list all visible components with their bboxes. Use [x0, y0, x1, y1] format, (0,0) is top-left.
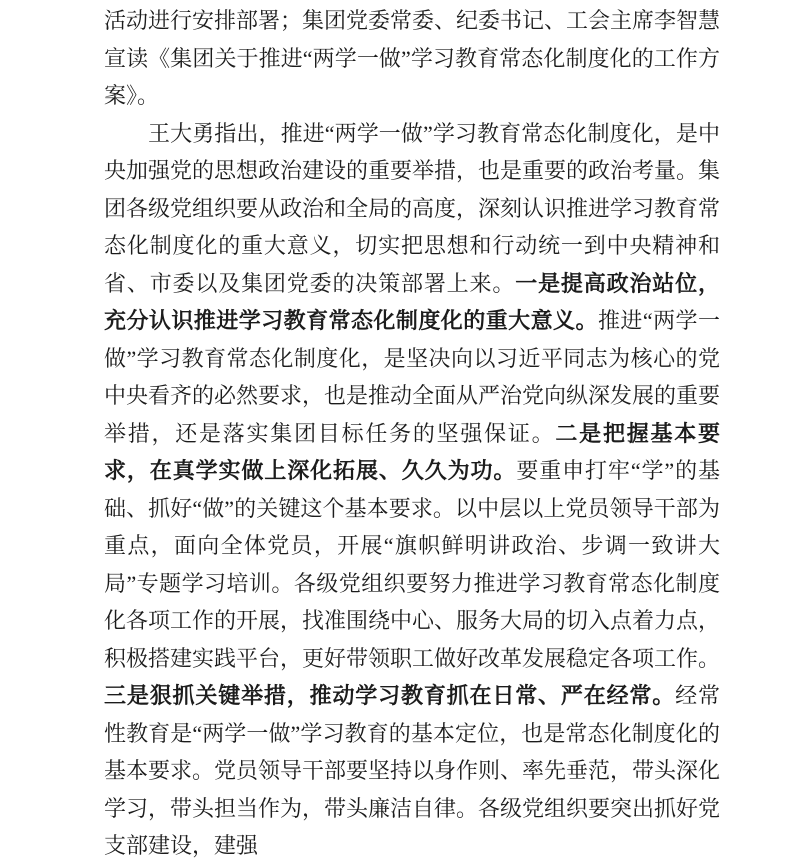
emphasis-text-run: 一是提高政治站位，充分认识推进学习教育常态化制度化的重大意义。 [104, 270, 720, 333]
document-body [104, 2, 720, 865]
text-run: 活动进行安排部署；集团党委常委、纪委书记、工会主席李智慧宣读《集团关于推进“两学一做”学习教育常态化制度化的工作方案》。 [104, 8, 721, 108]
text-run: 经常性教育是“两学一做”学习教育的基本定位，也是常态化制度化的基本要求。党员领导干部要坚持以身作则、率先垂范，带头深化学习，带头担当作为，带头廉洁自律。各级党组织要突出抓好党支部建设，建强 [104, 683, 721, 858]
paragraph [104, 2, 720, 115]
text-run: 要重申打牢“学”的基础、抓好“做”的关键这个基本要求。以中层以上党员领导干部为重点，面向全体党员，开展“旗帜鲜明讲政治、步调一致讲大局”专题学习培训。各级党组织要努力推进学习教育常态化制度化各项工作的开展，找准围绕中心、服务大局的切入点着力点，积极搭建实践平台，更好带领职工做好改革发展稳定各项工作。 [104, 458, 721, 671]
text-run: 王大勇指出，推进“两学一做”学习教育常态化制度化，是中央加强党的思想政治建设的重要举措，也是重要的政治考量。集团各级党组织要从政治和全局的高度，深刻认识推进学习教育常态化制度化的重大意义，切实把思想和行动统一到中央精神和省、市委以及集团党委的决策部署上来。 [104, 120, 721, 296]
paragraph [104, 115, 720, 865]
emphasis-text-run: 三是狠抓关键举措，推动学习教育抓在日常、严在经常。 [104, 683, 676, 708]
emphasis-text-run: 二是把握基本要求，在真学实做上深化拓展、久久为功。 [104, 420, 720, 483]
text-run: 推进“两学一做”学习教育常态化制度化，是坚决向以习近平同志为核心的党中央看齐的必然要求，也是推动全面从严治党向纵深发展的重要举措，还是落实集团目标任务的坚强保证。 [104, 308, 721, 446]
